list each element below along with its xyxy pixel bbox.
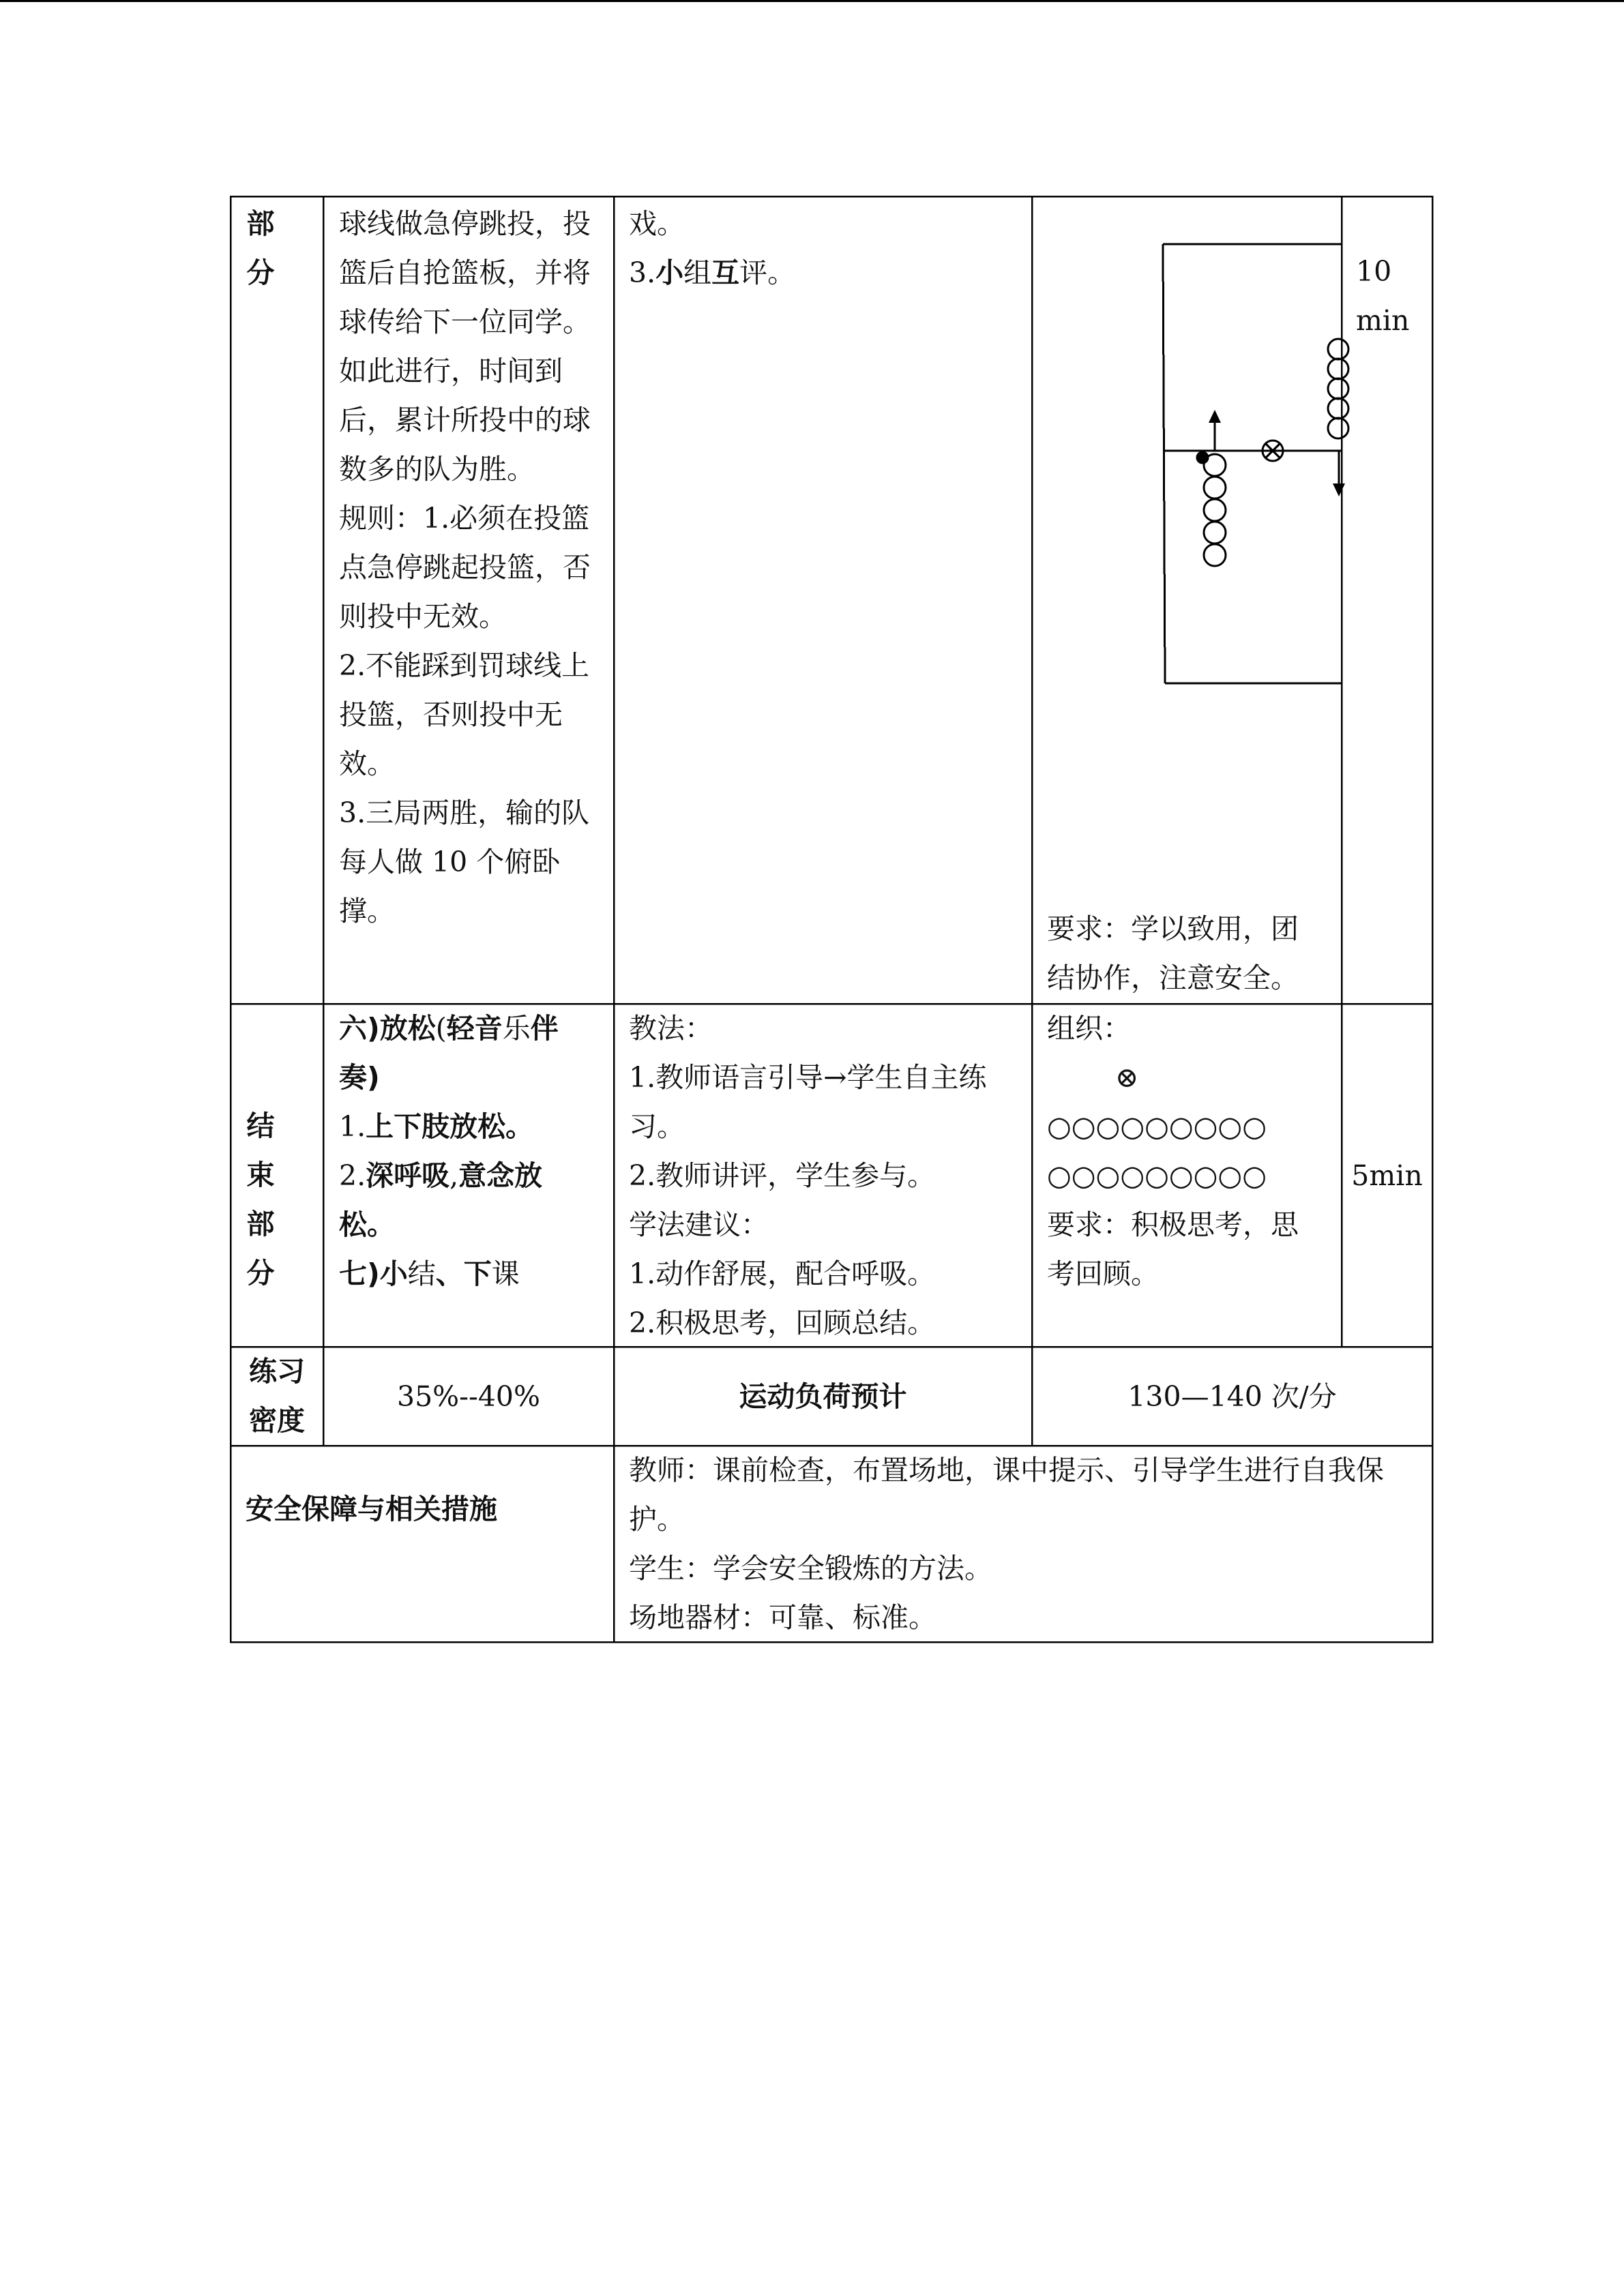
student-row: ○○○○○○○○○ bbox=[1047, 1110, 1267, 1143]
section-label-part: 部 分 bbox=[246, 207, 275, 289]
organization-formation: 组织： ⊗ ○○○○○○○○○ ○○○○○○○○○ 要求：积极思考，思 考回顾。 bbox=[1047, 1004, 1340, 1298]
content-line: 后，累计所投中的球 bbox=[339, 404, 591, 436]
method-teaching-learning: 教法： 1.教师语言引导→学生自主练 习。 2.教师讲评，学生参与。 学法建议： 1.动作舒展，配合呼吸。 2.积极思考，回顾总结。 bbox=[629, 1012, 987, 1339]
time-end: 5min bbox=[1351, 1159, 1423, 1192]
load-value: 130—140 次/分 bbox=[1127, 1380, 1337, 1413]
safety-measures: 教师：课前检查，布置场地，课中提示、引导学生进行自我保 护。 学生：学会安全锻炼的方法。 场地器材：可靠、标准。 bbox=[629, 1454, 1384, 1634]
content-line: 篮后自抢篮板，并将 bbox=[339, 256, 591, 289]
organization-requirement: 要求：学以致用，团 结协作，注意安全。 bbox=[1047, 912, 1299, 994]
section-label-end: 结 束 部 分 bbox=[246, 1109, 275, 1289]
content-line: 则投中无效。 bbox=[339, 600, 507, 633]
content-line: 点急停跳起投篮，否 bbox=[339, 551, 591, 584]
content-relaxation: 六)放松(轻音乐伴 奏) 1.上下肢放松。 2.深呼吸,意念放 松。 七)小结、下课 bbox=[339, 1012, 559, 1290]
student-row: ○○○○○○○○○ bbox=[1047, 1159, 1267, 1192]
content-line: 每人做 10 个俯卧 bbox=[339, 846, 561, 878]
content-line: 规则：1.必须在投篮 bbox=[339, 502, 590, 535]
content-line: 效。 bbox=[339, 747, 395, 780]
load-label: 运动负荷预计 bbox=[739, 1380, 907, 1413]
content-line: 2.不能踩到罚球线上 bbox=[339, 649, 590, 682]
content-line: 数多的队为胜。 bbox=[339, 453, 535, 486]
safety-label: 安全保障与相关措施 bbox=[246, 1493, 497, 1525]
content-line: 球线做急停跳投，投 bbox=[339, 207, 591, 240]
method-line: 3.小组互评。 bbox=[629, 256, 796, 289]
method-group-evaluation: 戏。 3.小组互评。 bbox=[629, 199, 1024, 297]
content-line: 如此进行，时间到 bbox=[339, 355, 563, 387]
content-line: 3.三局两胜，输的队 bbox=[339, 796, 590, 829]
density-label: 练习 密度 bbox=[249, 1355, 305, 1437]
density-value: 35%--40% bbox=[397, 1380, 540, 1413]
teacher-symbol: ⊗ bbox=[1115, 1061, 1139, 1094]
content-line: 撑。 bbox=[339, 895, 395, 927]
content-line: 球传给下一位同学。 bbox=[339, 305, 591, 338]
time-allocation: 10 min bbox=[1356, 255, 1410, 337]
content-competition-rules bbox=[339, 199, 608, 936]
content-line: 投篮，否则投中无 bbox=[339, 698, 563, 731]
